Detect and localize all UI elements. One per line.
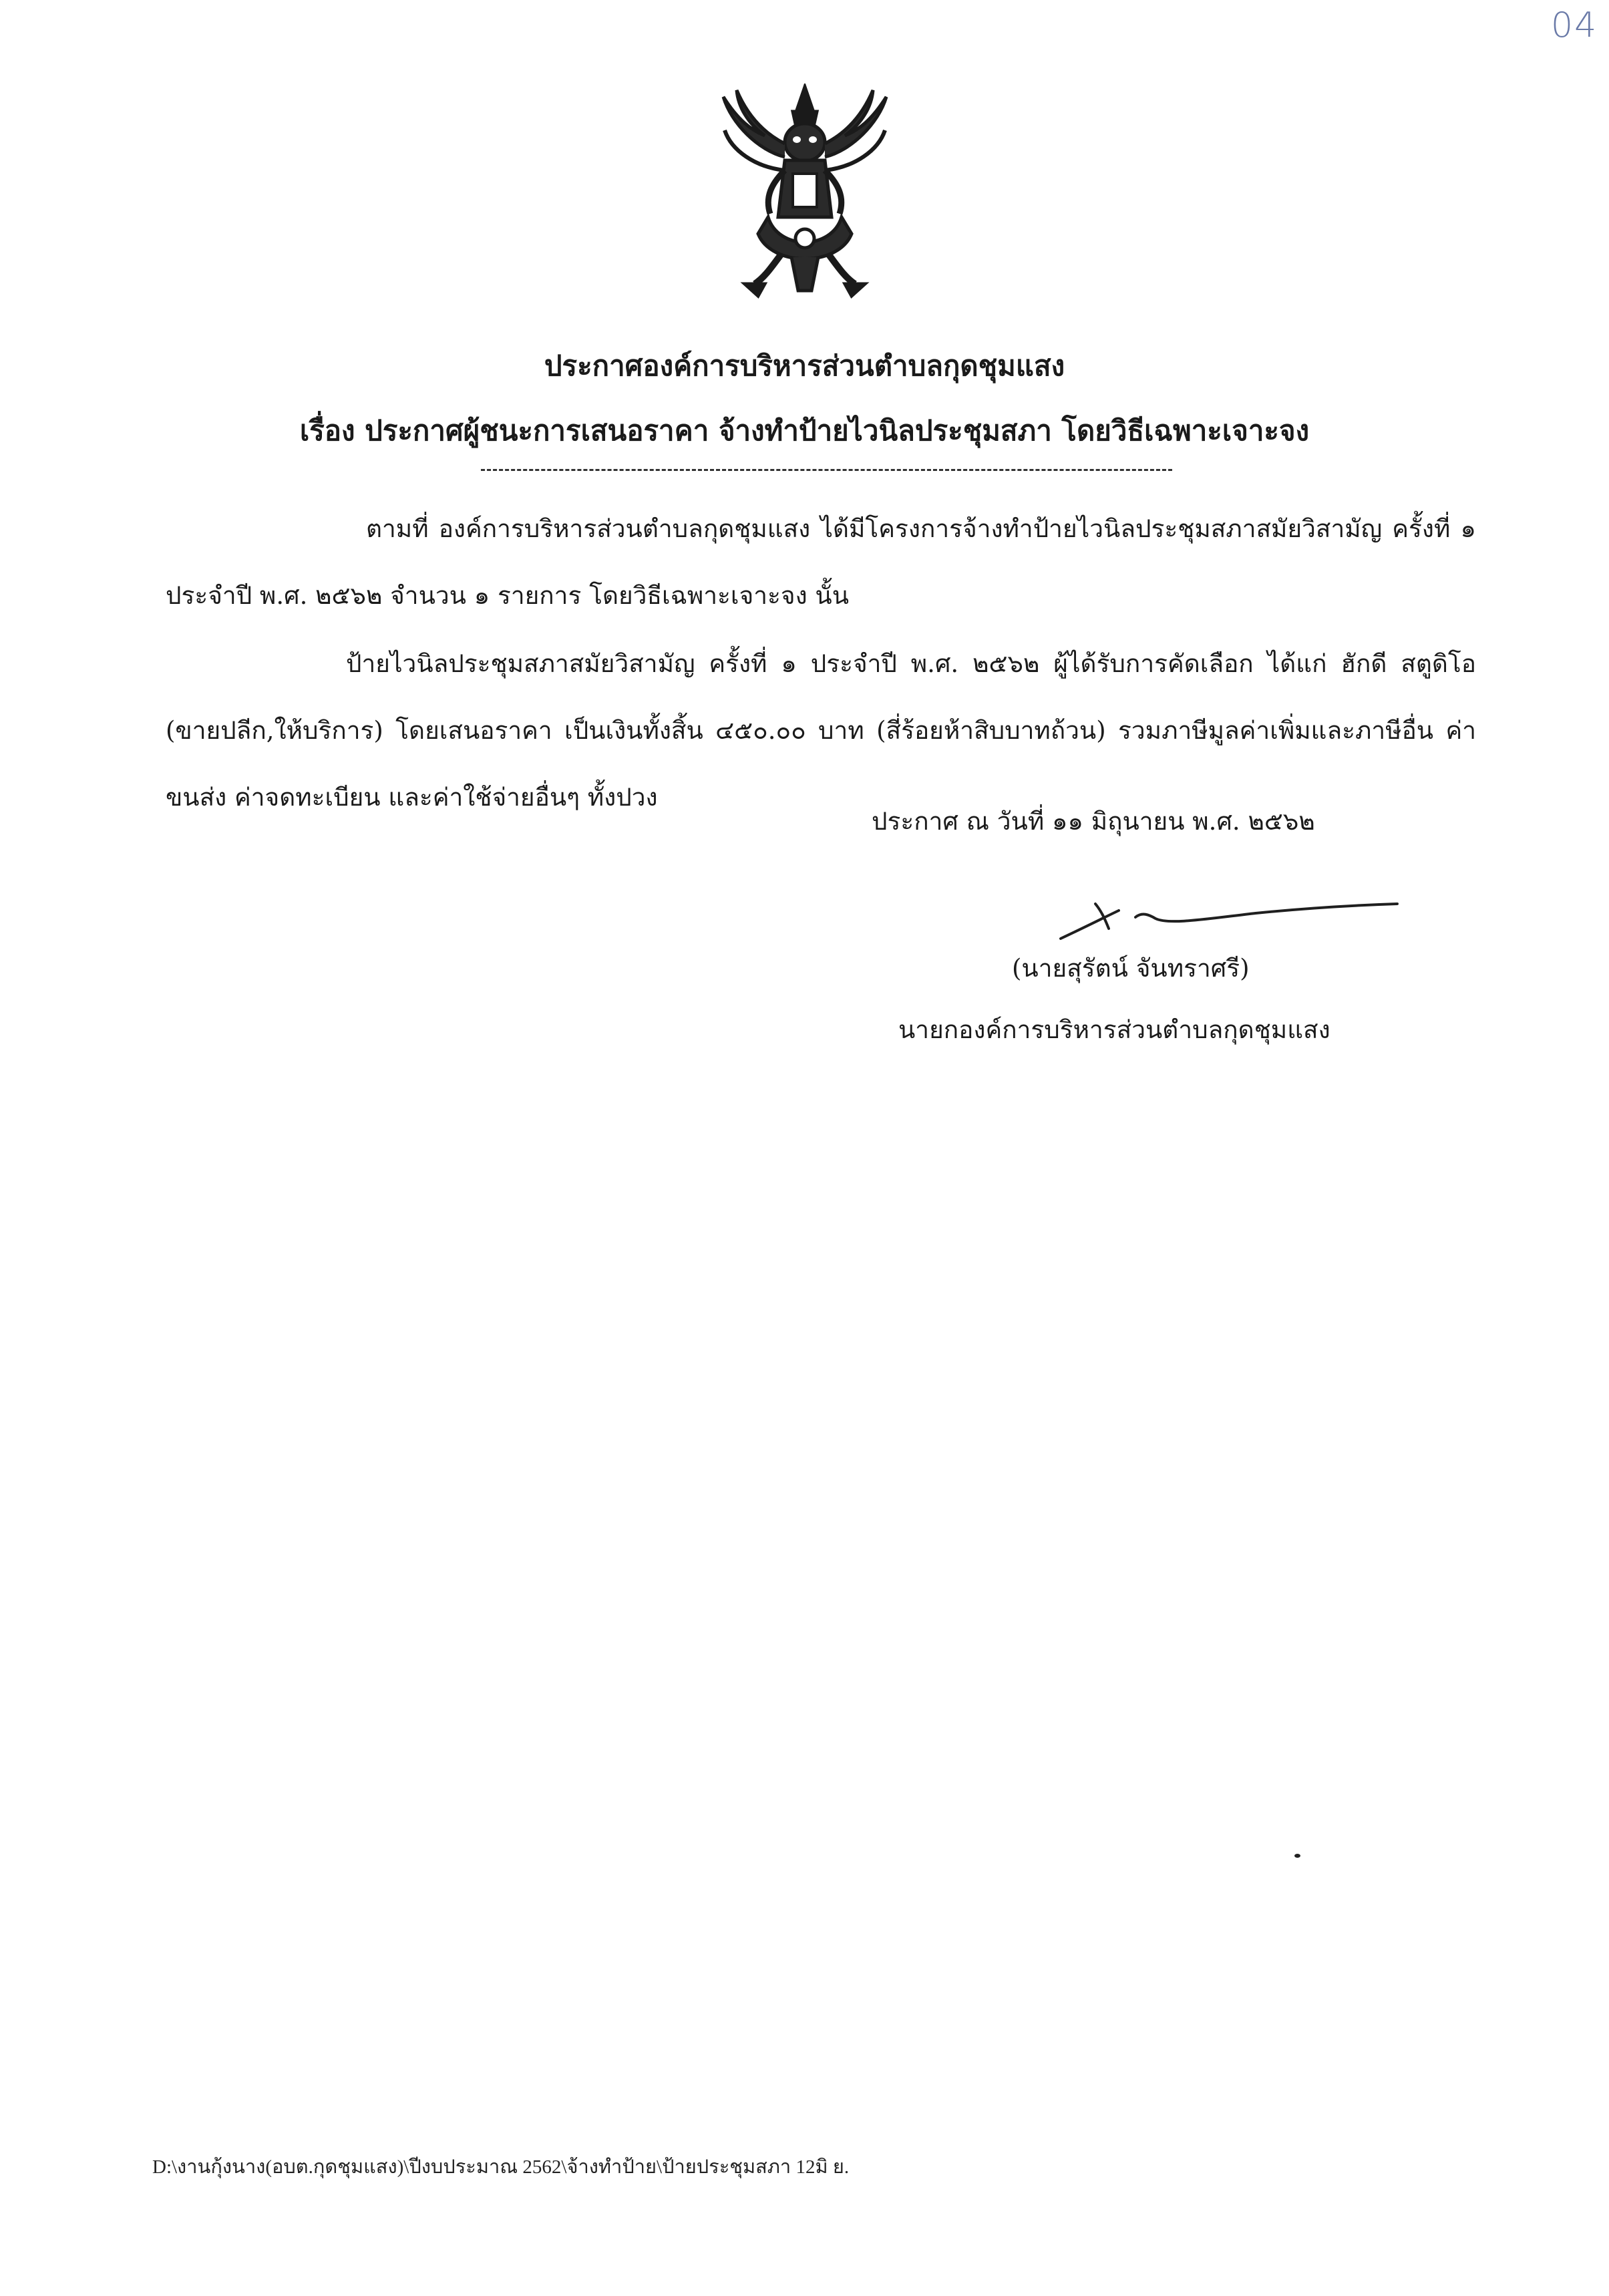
file-path-footer: D:\งานกุ้งนาง(อบต.กุดชุมแสง)\ปีงบประมาณ 2562\จ้างทำป้าย\ป้ายประชุมสภา 12มิ ย. [152, 2156, 850, 2178]
signer-name: (นายสุรัตน์ จันทราศรี) [1012, 954, 1250, 983]
scan-speck [1294, 1854, 1300, 1858]
announcement-date: ประกาศ ณ วันที่ ๑๑ มิถุนายน พ.ศ. ๒๕๖๒ [872, 807, 1315, 836]
garuda-emblem-icon [718, 84, 892, 301]
page-number: 04 [1551, 5, 1598, 45]
body-paragraph-1: ตามที่ องค์การบริหารส่วนตำบลกุดชุมแสง ได้มีโครงการจ้างทำป้ายไวนิลประชุมสภาสมัยวิสามัญ ครั้งที่ ๑ ประจำปี พ.ศ. ๒๕๖๒ จำนวน ๑ รายการ โดยวิธีเฉพาะเจาะจง นั้น [166, 514, 1476, 610]
body-paragraph-2: ป้ายไวนิลประชุมสภาสมัยวิสามัญ ครั้งที่ ๑ ประจำปี พ.ศ. ๒๕๖๒ ผู้ได้รับการคัดเลือก ได้แก่ ฮักดี สตูดิโอ (ขายปลีก,ให้บริการ) โดยเสนอราคา เป็นเงินทั้งสิ้น ๔๕๐.๐๐ บาท (สี่ร้อยห้าสิบบาทถ้วน) รวมภาษีมูลค่าเพิ่มและภาษีอื่น ค่าขนส่ง ค่าจดทะเบียน และค่าใช้จ่ายอื่นๆ ทั้งปวง [166, 649, 1476, 812]
signer-position: นายกองค์การบริหารส่วนตำบลกุดชุมแสง [898, 1015, 1330, 1044]
announcement-subject: เรื่อง ประกาศผู้ชนะการเสนอราคา จ้างทำป้ายไวนิลประชุมสภา โดยวิธีเฉพาะเจาะจง [299, 414, 1310, 447]
announcement-title: ประกาศองค์การบริหารส่วนตำบลกุดชุมแสง [544, 349, 1065, 382]
title-divider [481, 469, 1172, 471]
handwritten-signature-icon [1055, 892, 1403, 952]
